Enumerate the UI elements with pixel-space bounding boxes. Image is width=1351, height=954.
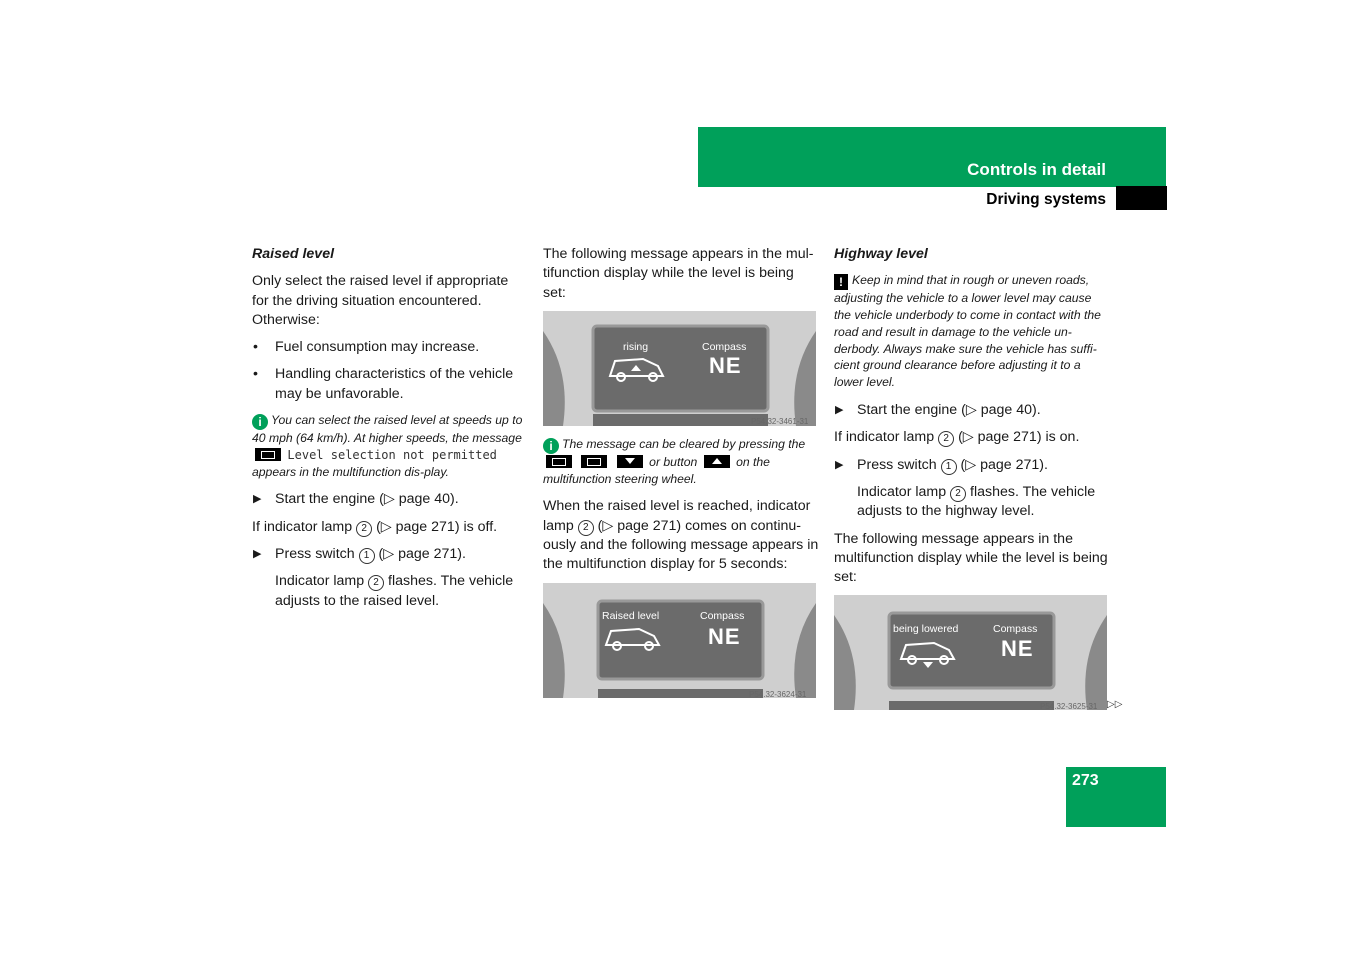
- marker-2-icon: 2: [368, 575, 384, 591]
- heading-raised-level: Raised level: [252, 246, 335, 262]
- bullet-item: • Handling characteristics of the vehicle may be unfavorable.: [253, 366, 514, 402]
- header-marker: [1116, 186, 1167, 210]
- condition-text: If indicator lamp 2 (▷ page 271) is off.: [252, 518, 498, 535]
- intro-text: Only select the raised level if appropriate for the driving situation encountered. Otherwise:: [252, 273, 509, 328]
- column-highway-level: [834, 245, 1108, 720]
- intro-text: The following message appears in the multifunction display while the level is being set:: [834, 530, 1108, 586]
- section-subtitle: Driving systems: [986, 191, 1106, 208]
- marker-1-icon: 1: [359, 548, 375, 564]
- step-arrow-icon: ▶: [253, 548, 262, 561]
- car-raise-icon: [255, 448, 281, 461]
- raised-reached-text: When the raised level is reached, indicator lamp 2 (▷ page 271) comes on continu-ously and the following message appears in the multifunction display for 5 seconds:: [543, 498, 819, 573]
- step-item: ▶ Start the engine (▷ page 40).: [252, 490, 524, 509]
- display-image-raised: Raised level Compass NE P54.32-3624-31: [543, 583, 816, 698]
- up-key-icon: [704, 455, 730, 468]
- column-raised-level: [252, 245, 524, 619]
- down-key-icon: [617, 455, 643, 468]
- step-arrow-icon: ▶: [835, 458, 844, 471]
- display-back-key-icon: [546, 455, 572, 468]
- section-title: Controls in detail: [967, 160, 1106, 179]
- marker-2-icon: 2: [938, 431, 954, 447]
- marker-2-icon: 2: [356, 521, 372, 537]
- result-text: Indicator lamp 2 flashes. The vehicle adjusts to the highway level.: [857, 483, 1096, 520]
- warning-icon: !: [834, 274, 848, 290]
- step-item: ▶ Press switch 1 (▷ page 271).: [834, 456, 1108, 475]
- instrument-cluster-graphic: [834, 595, 1107, 710]
- marker-1-icon: 1: [941, 459, 957, 475]
- result-text: Indicator lamp 2 flashes. The vehicle adjusts to the raised level.: [275, 573, 514, 609]
- intro-text: The following message appears in the mul-tifunction display while the level is being set:: [543, 246, 814, 301]
- page-number: 273: [1072, 772, 1099, 789]
- step-item: ▶ Start the engine (▷ page 40).: [834, 401, 1108, 420]
- message-code: Level selection not permitted: [287, 447, 497, 462]
- instrument-cluster-graphic: [543, 311, 816, 426]
- info-icon: i: [252, 414, 268, 430]
- instrument-cluster-graphic: [543, 583, 816, 698]
- info-note: i The message can be cleared by pressing the or button on the multifunction steering wheel.: [543, 436, 806, 486]
- condition-text: If indicator lamp 2 (▷ page 271) is on.: [834, 429, 1080, 446]
- display-forward-key-icon: [581, 455, 607, 468]
- warning-note: ! Keep in mind that in rough or uneven roads, adjusting the vehicle to a lower level may cause the vehicle underbody to come in contact with the road and result in damage to the vehicle un-derbody. Always make sure the vehicle has suffi-cient ground clearance before adjusting it to a lower level.: [834, 273, 1101, 390]
- display-image-rising: rising Compass NE P54.32-3461-31: [543, 311, 816, 426]
- continue-arrows: ▷▷: [1107, 699, 1123, 710]
- column-messages: [543, 245, 819, 708]
- info-note: i You can select the raised level at speeds up to 40 mph (64 km/h). At higher speeds, the message Level selection not permitted appears in the multifunction dis-play.: [252, 413, 523, 479]
- step-arrow-icon: ▶: [835, 404, 844, 417]
- step-item: ▶ Press switch 1 (▷ page 271).: [252, 545, 524, 564]
- info-icon: i: [543, 438, 559, 454]
- step-arrow-icon: ▶: [253, 493, 262, 506]
- display-image-lowered: being lowered Compass NE P54.32-3625-31: [834, 595, 1107, 710]
- heading-highway-level: Highway level: [834, 246, 928, 262]
- marker-2-icon: 2: [950, 486, 966, 502]
- marker-2-icon: 2: [578, 520, 594, 536]
- bullet-item: • Fuel consumption may increase.: [253, 339, 480, 356]
